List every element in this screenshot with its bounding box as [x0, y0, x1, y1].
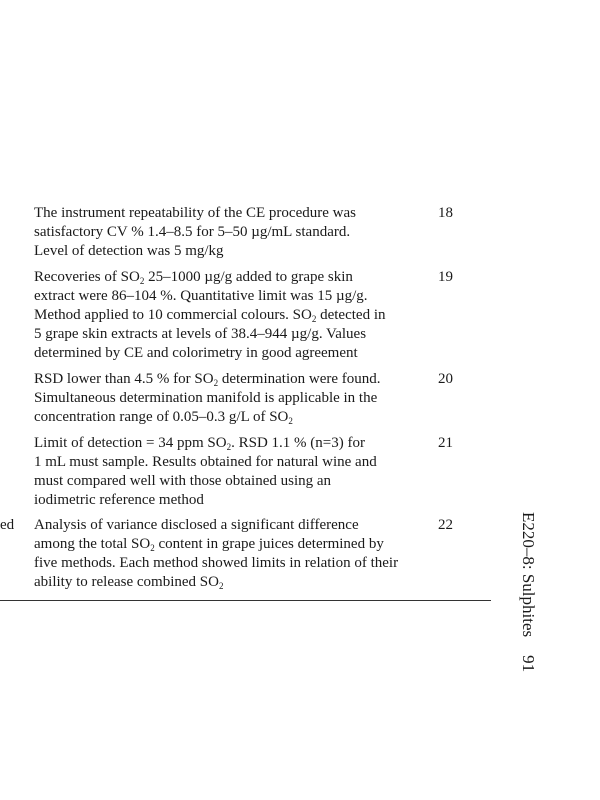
entry-line: satisfactory CV % 1.4–8.5 for 5–50 µg/mL standard.: [34, 224, 351, 240]
running-head-rotated: [518, 512, 538, 672]
table-bottom-rule: [0, 600, 491, 601]
entry-line: Method applied to 10 commercial colours. $SO_2$ detected in: [34, 307, 386, 324]
reference-number: 22: [438, 517, 453, 533]
reference-number: 18: [438, 205, 453, 221]
page-number: 91: [519, 655, 538, 673]
running-head: [498, 512, 540, 692]
reference-number: 21: [438, 435, 453, 451]
truncated-column-text: ed: [0, 517, 15, 533]
entry-line: Level of detection was 5 mg/kg: [34, 243, 224, 259]
entry-line: determined by CE and colorimetry in good agreement: [34, 345, 358, 361]
entry-line: concentration range of 0.05–0.3 g/L of $SO_2$: [34, 409, 293, 426]
entry-line: must compared well with those obtained using an: [34, 473, 332, 489]
table-row: [34, 370, 434, 427]
reference-number: 19: [438, 269, 453, 285]
entry-line: 5 grape skin extracts at levels of 38.4–944 µg/g. Values: [34, 326, 367, 342]
entry-line: ability to release combined $SO_2$: [34, 574, 224, 591]
entry-line: five methods. Each method showed limits in relation of their: [34, 555, 399, 571]
table-row: [34, 434, 434, 510]
entry-line: RSD lower than 4.5 % for $SO_2$ determination were found.: [34, 371, 381, 388]
entry-line: Recoveries of $SO_2$ 25–1000 µg/g added to grape skin: [34, 269, 353, 286]
entry-line: Analysis of variance disclosed a significant difference: [34, 517, 359, 533]
table-row: [34, 516, 434, 592]
entry-line: The instrument repeatability of the CE procedure was: [34, 205, 356, 221]
entry-line: iodimetric reference method: [34, 492, 204, 508]
entry-line: among the total $SO_2$ content in grape juices determined by: [34, 536, 384, 553]
entry-line: extract were 86–104 %. Quantitative limit was 15 µg/g.: [34, 288, 368, 304]
table-row: [34, 268, 434, 363]
entry-line: Limit of detection = 34 ppm $SO_2$. RSD 1.1 % (n=3) for: [34, 435, 365, 452]
table-row: [34, 204, 434, 261]
running-head-title: E220–8: Sulphites: [519, 512, 538, 638]
entry-line: 1 mL must sample. Results obtained for natural wine and: [34, 454, 377, 470]
reference-number: 20: [438, 371, 453, 387]
entry-line: Simultaneous determination manifold is applicable in the: [34, 390, 378, 406]
